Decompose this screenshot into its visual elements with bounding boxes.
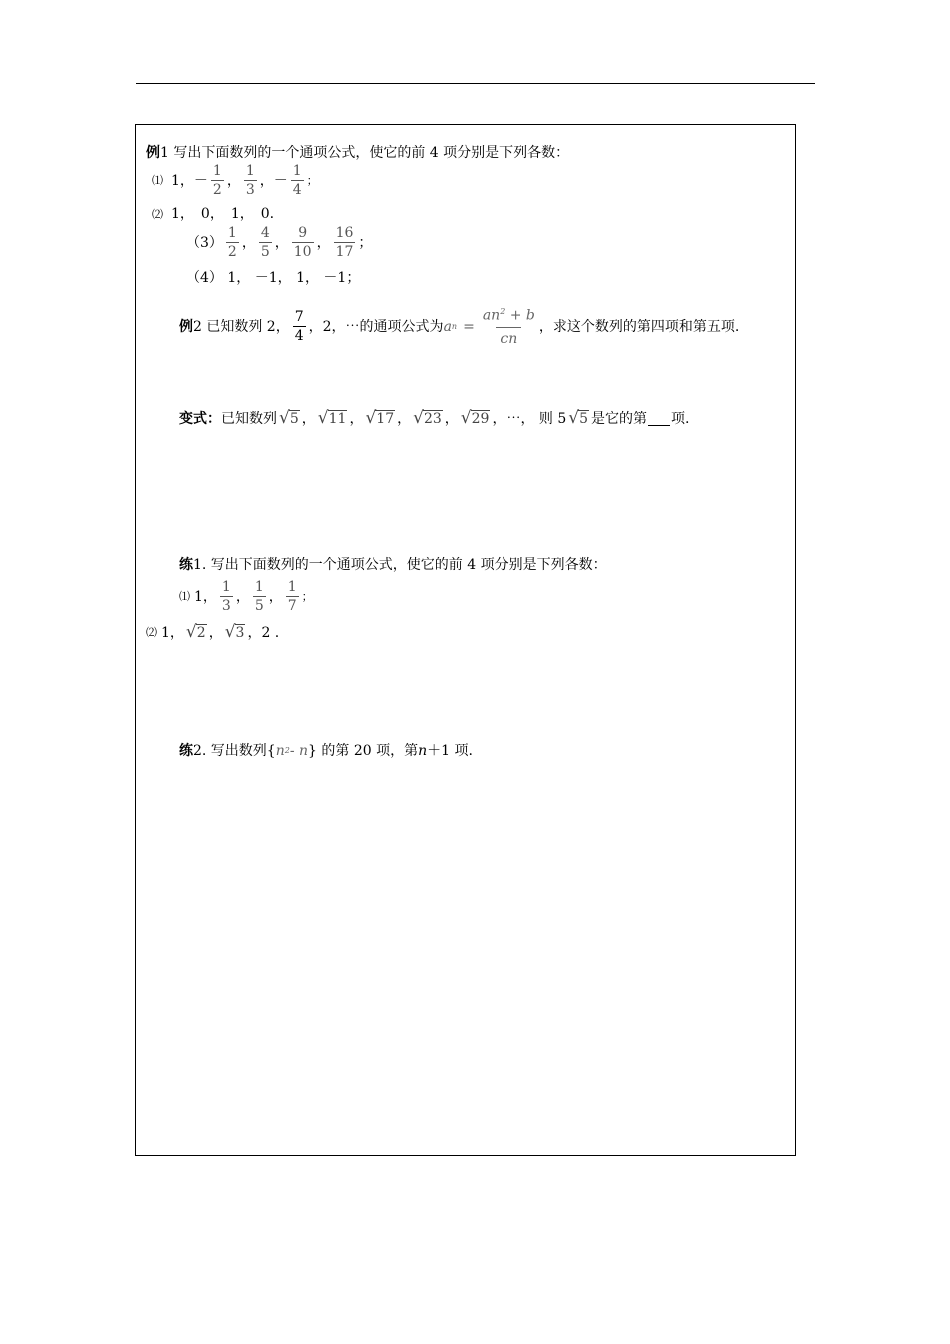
fraction: $\frac{1}{2}$ <box>227 225 237 260</box>
sequence-expression: n 2 - n <box>275 743 309 759</box>
fraction: $\frac{4}{5}$ <box>260 225 270 260</box>
fraction: $\frac{1}{4}$ <box>292 163 302 198</box>
fraction: $\frac{9}{10}$ <box>293 225 312 260</box>
example-1-title: 例 1 写出下面数列的一个通项公式，使它的前 4 项分别是下列各数： <box>146 145 570 161</box>
square-root: √ 2 <box>185 622 206 642</box>
practice-1-title: 练 1. 写出下面数列的一个通项公式，使它的前 4 项分别是下列各数： <box>179 557 607 573</box>
fraction: $\frac{1}{7}$ <box>287 579 297 614</box>
square-root: √ 17 <box>365 408 395 428</box>
practice-1-part-1: ⑴ 1， $\frac{1}{3}$ ， $\frac{1}{5}$ ， $\frac{1}{7}$ ； <box>179 579 313 614</box>
fraction: $\frac{7}{4}$ <box>294 309 304 345</box>
header-rule <box>136 83 815 84</box>
example-1-part-4: （4） 1， －1， 1， －1； <box>186 270 361 286</box>
fraction: $\frac{1}{2}$ <box>212 163 222 198</box>
square-root: √ 11 <box>317 408 347 428</box>
example-1-part-2: ⑵ 1， 0， 1， 0. <box>152 206 275 222</box>
square-root: √ 5 <box>279 408 299 428</box>
fraction: $\frac{1}{3}$ <box>245 163 255 198</box>
square-root: √ 29 <box>460 408 490 428</box>
example-1-part-1: ⑴ 1， － $\frac{1}{2}$ ， $\frac{1}{3}$ ， － $\frac{1}{4}$ ； <box>152 163 318 198</box>
fraction: $\frac{1}{5}$ <box>254 579 264 614</box>
practice-2: 练 2. 写出数列{ n 2 - n } 的第 20 项，第 n ＋1 项. <box>179 743 473 759</box>
square-root: √ 5 <box>568 408 589 428</box>
variant-question: 变式： 已知数列 √ 5 ， √ 11 ， √ 17 ， √ 23 ， √ 29 ，⋯， 则 5 √ 5 是它的第 项. <box>179 408 690 428</box>
fraction: $\frac{16}{17}$ <box>335 225 354 260</box>
square-root: √ 3 <box>224 622 245 642</box>
example-1-part-3: （3） $\frac{1}{2}$ ， $\frac{4}{5}$ ， $\frac{9}{10}$ ， $\frac{16}{17}$ ； <box>186 225 373 260</box>
answer-blank[interactable] <box>648 411 670 426</box>
square-root: √ 23 <box>413 408 442 428</box>
fraction: $\frac{1}{3}$ <box>221 579 231 614</box>
practice-1-part-2: ⑵ 1， √ 2 ， √ 3 ，2 . <box>146 622 280 642</box>
general-term-formula: a n = $\frac{an^2 + b}{cn}$ <box>443 307 535 347</box>
example-2: 例 2 已知数列 2， $\frac{7}{4}$ ，2，⋯的通项公式为 a n = $\frac{an^2 + b}{cn}$ ，求这个数列的第四项和第五项. <box>179 307 740 347</box>
